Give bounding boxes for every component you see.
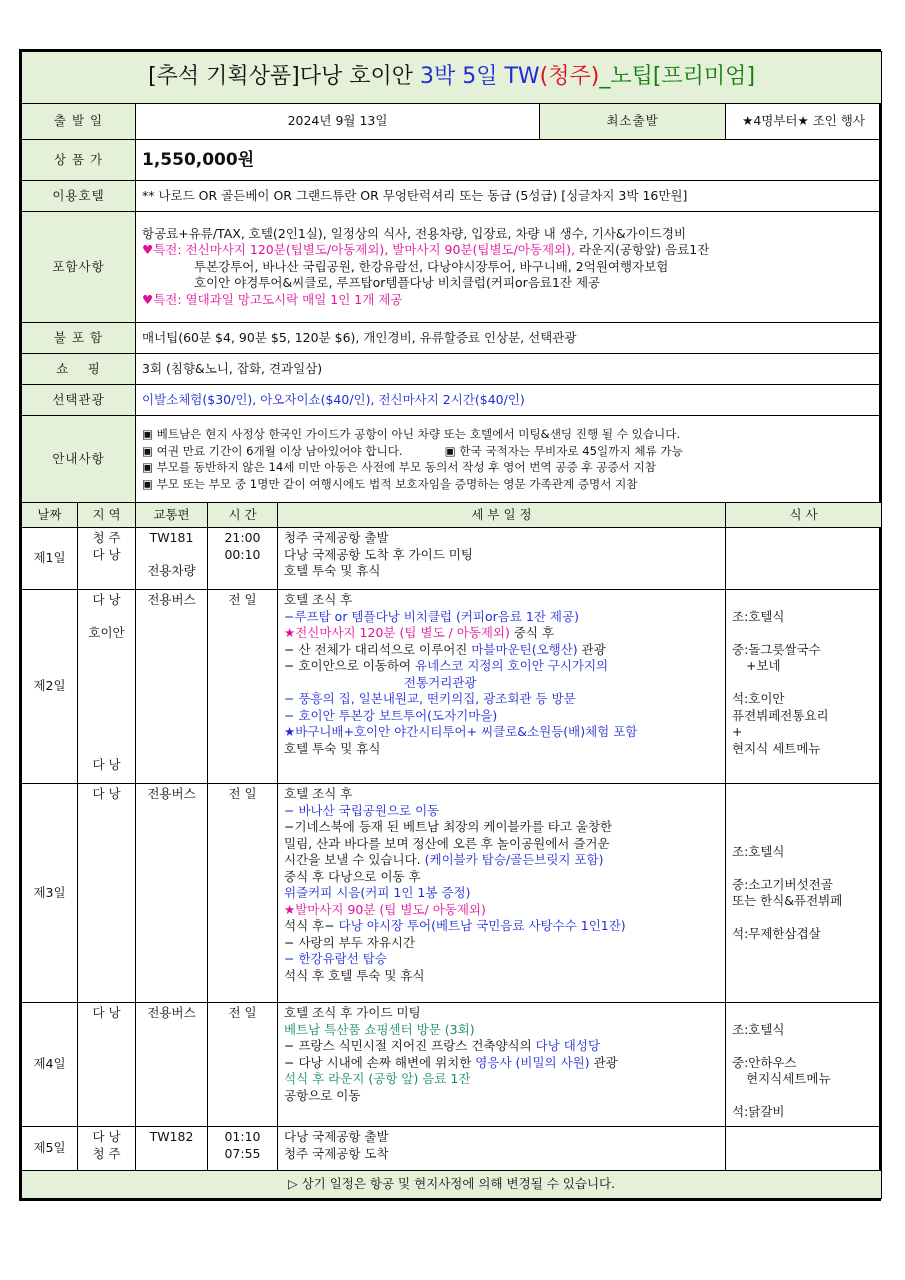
- footer-note: ▷ 상기 일정은 항공 및 현지사정에 의해 변경될 수 있습니다.: [22, 1171, 882, 1199]
- schedule-detail: 호텔 조식 후 −루프탑 or 템플다낭 비치클럽 (커피or음료 1잔 제공) ★전신마사지 120분 (팁 별도 / 아동제외) 중식 후 − 산 전체가 대리석으로 이루어진 마블마운틴(오행산) 관광 − 호이안으로 이동하여 유네스코 지정의 호이안 구시가지의 전통거리관광 − 풍흥의 집, 일본내원교, 떤키의집, 광조회관 등 방문 − 호이안 투본강 보트투어(도자기마을) ★바구니배+호이안 야간시티투어+ 씨클로&소원등(배)체험 포함 호텔 투숙 및 휴식: [278, 590, 726, 784]
- header-detail: 세 부 일 정: [278, 503, 726, 528]
- day-label: 제1일: [22, 528, 78, 590]
- schedule-detail: 호텔 조식 후 − 바나산 국립공원으로 이동 −기네스북에 등재 된 베트남 최장의 케이블카를 타고 울창한 밀림, 산과 바다를 보며 정산에 오른 후 놀이공원에서 즐거운 시간을 보낼 수 있습니다. (케이블카 탑승/골든브릿지 포함) 중식 후 다낭으로 이동 후 위즐커피 시음(커피 1인 1봉 증정) ★발마사지 90분 (팁 별도/ 아동제외) 석식 후− 다낭 야시장 투어(베트남 국민음료 사탕수수 1인1잔) − 사랑의 부두 자유시간 − 한강유람선 탑승 석식 후 호텔 투숙 및 휴식: [278, 784, 726, 1003]
- price-value: 1,550,000원: [136, 140, 882, 181]
- schedule-detail: 청주 국제공항 출발 다낭 국제공항 도착 후 가이드 미팅 호텔 투숙 및 휴식: [278, 528, 726, 590]
- option-value: 이발소체험($30/인), 아오자이쇼($40/인), 전신마사지 2시간($40/인): [136, 385, 882, 416]
- time-cell: 전 일: [208, 784, 278, 1003]
- schedule-detail: 다낭 국제공항 출발 청주 국제공항 도착: [278, 1127, 726, 1171]
- notice-value: ▣ 베트남은 현지 사정상 한국인 가이드가 공항이 아닌 차량 또는 호텔에서 미팅&샌딩 진행 될 수 있습니다. ▣ 여권 만료 기간이 6개월 이상 남아있어야 합니다. ▣ 한국 국적자는 무비자로 45일까지 체류 가능 ▣ 부모를 동반하지 않은 14세 미만 아동은 사전에 부모 동의서 작성 후 영어 번역 공증 후 공증서 지참 ▣ 부모 또는 부모 중 1명만 같이 여행시에도 법적 보호자임을 증명하는 영문 가족관계 증명서 지참: [136, 416, 882, 503]
- region-cell: 청 주 다 낭: [78, 528, 136, 590]
- schedule-header: [22, 503, 882, 528]
- day-label: 제5일: [22, 1127, 78, 1171]
- page-title: [추석 기획상품]다낭 호이안 3박 5일 TW(청주)_노팁[프리미엄]: [22, 52, 882, 104]
- day-label: 제3일: [22, 784, 78, 1003]
- region-cell: 다 낭 호이안 다 낭: [78, 590, 136, 784]
- include-label: 포함사항: [22, 212, 136, 323]
- min-departure-label: 최소출발: [540, 104, 726, 140]
- transport-cell: TW182: [136, 1127, 208, 1171]
- day-row: [22, 590, 882, 784]
- hotel-label: 이용호텔: [22, 181, 136, 212]
- day-label: 제4일: [22, 1003, 78, 1127]
- meal-cell: [726, 1127, 882, 1171]
- header-day: 날짜: [22, 503, 78, 528]
- header-region: 지 역: [78, 503, 136, 528]
- meal-cell: 조:호텔식 중:안하우스 현지식세트메뉴 석:닭갈비: [726, 1003, 882, 1127]
- time-cell: 21:00 00:10: [208, 528, 278, 590]
- day-label: 제2일: [22, 590, 78, 784]
- header-meal: 식 사: [726, 503, 882, 528]
- time-cell: 01:10 07:55: [208, 1127, 278, 1171]
- day-row: [22, 784, 882, 1003]
- region-cell: 다 낭: [78, 784, 136, 1003]
- meal-cell: [726, 528, 882, 590]
- itinerary-table: [21, 51, 882, 1199]
- shopping-label: 쇼 핑: [22, 354, 136, 385]
- meal-cell: 조:호텔식 중:소고기버섯전골 또는 한식&퓨전뷔페 석:무제한삼겹살: [726, 784, 882, 1003]
- depart-date: 2024년 9월 13일: [136, 104, 540, 140]
- exclude-label: 불 포 함: [22, 323, 136, 354]
- price-label: 상 품 가: [22, 140, 136, 181]
- time-cell: 전 일: [208, 1003, 278, 1127]
- transport-cell: TW181 전용차량: [136, 528, 208, 590]
- time-cell: 전 일: [208, 590, 278, 784]
- transport-cell: 전용버스: [136, 1003, 208, 1127]
- transport-cell: 전용버스: [136, 784, 208, 1003]
- header-time: 시 간: [208, 503, 278, 528]
- schedule-detail: 호텔 조식 후 가이드 미팅 베트남 특산품 쇼핑센터 방문 (3회) − 프랑스 식민시절 지어진 프랑스 건축양식의 다낭 대성당 − 다낭 시내에 손짜 해변에 위치한 영응사 (비밀의 사원) 관광 석식 후 라운지 (공항 앞) 음료 1잔 공항으로 이동: [278, 1003, 726, 1127]
- option-label: 선택관광: [22, 385, 136, 416]
- include-value: 항공료+유류/TAX, 호텔(2인1실), 일정상의 식사, 전용차량, 입장료, 차량 내 생수, 기사&가이드경비 ♥특전: 전신마사지 120분(팁별도/아동제외), 발마사지 90분(팁별도/아동제외), 라운지(공항앞) 음료1잔 투본강투어, 바나산 국립공원, 한강유람선, 다낭야시장투어, 바구니배, 2억원여행자보험 호이안 야경투어&씨클로, 루프탑or템플다낭 비치클럽(커피or음료1잔 제공 ♥특전: 열대과일 망고도시락 매일 1인 1개 제공: [136, 212, 882, 323]
- min-departure-value: ★4명부터★ 조인 행사: [726, 104, 882, 140]
- notice-label: 안내사항: [22, 416, 136, 503]
- itinerary-sheet: [19, 49, 881, 1201]
- day-row: [22, 528, 882, 590]
- day-row: [22, 1003, 882, 1127]
- transport-cell: 전용버스: [136, 590, 208, 784]
- region-cell: 다 낭 청 주: [78, 1127, 136, 1171]
- shopping-value: 3회 (침향&노니, 잡화, 견과일삼): [136, 354, 882, 385]
- day-row: [22, 1127, 882, 1171]
- region-cell: 다 낭: [78, 1003, 136, 1127]
- meal-cell: 조:호텔식 중:돌그릇쌀국수 +보네 석:호이안 퓨젼뷔페전통요리 + 현지식 세트메뉴: [726, 590, 882, 784]
- hotel-value: ** 나로드 OR 골든베이 OR 그랜드튜란 OR 무엉탄럭셔리 또는 동급 (5성급) [싱글차지 3박 16만원]: [136, 181, 882, 212]
- header-transport: 교통편: [136, 503, 208, 528]
- depart-label: 출 발 일: [22, 104, 136, 140]
- exclude-value: 매너팁(60분 $4, 90분 $5, 120분 $6), 개인경비, 유류할증료 인상분, 선택관광: [136, 323, 882, 354]
